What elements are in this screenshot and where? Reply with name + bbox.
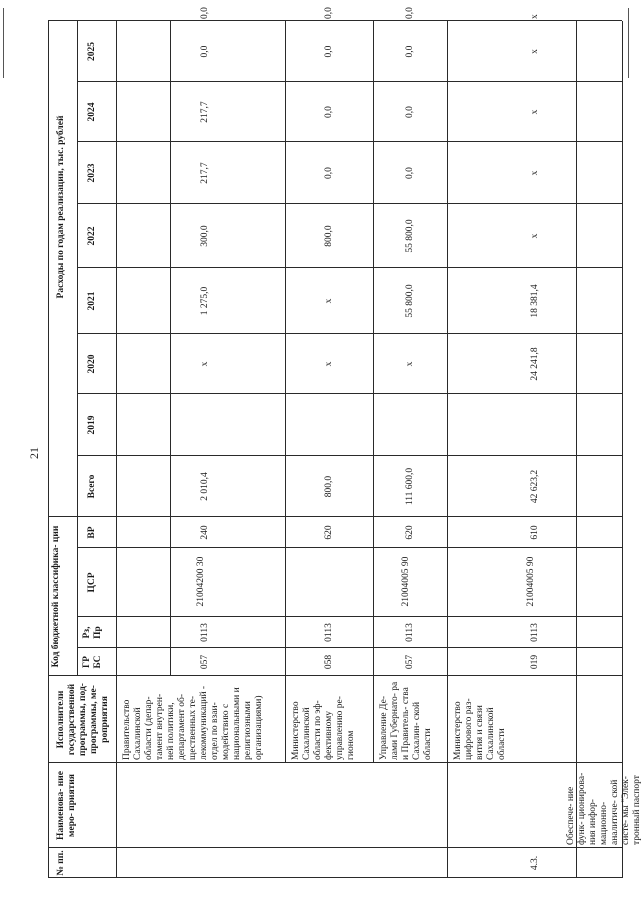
year-value: 0,0 (405, 106, 415, 118)
column-rule (77, 647, 622, 648)
year-value: х (324, 298, 334, 304)
column-rule (77, 267, 622, 268)
table-border-top (48, 21, 49, 878)
page-top-line (628, 8, 629, 78)
column-rule (48, 675, 622, 676)
executor-name: Управление Де- лами Губернато- ра и Правитель- ства Сахалин- ской области (379, 681, 433, 760)
column-rule (77, 393, 622, 394)
rzpr-code: 0113 (530, 623, 540, 642)
column-rule (48, 762, 622, 763)
year-value: 0,0 (324, 167, 334, 179)
year-value: 217,7 (200, 162, 210, 184)
grbs-code: 057 (405, 654, 415, 670)
rzpr-code: 0113 (324, 623, 334, 642)
row-number: 4.3. (530, 855, 540, 871)
year-value: х (530, 109, 540, 115)
year-value: х (530, 233, 540, 239)
col-header-year: 2019 (87, 415, 97, 435)
col-header-year: 2022 (87, 226, 97, 246)
column-rule (77, 616, 622, 617)
year-value: 0,0 (405, 45, 415, 58)
row-rule (170, 21, 171, 676)
column-rule (48, 516, 622, 517)
year-value: 300,0 (200, 225, 210, 247)
row-rule (285, 21, 286, 763)
expenses-header-rule (77, 21, 78, 517)
table-border-left (48, 877, 622, 878)
row-rule (373, 21, 374, 763)
column-rule (77, 455, 622, 456)
year-value: х (530, 170, 540, 176)
executor-name: Министерство цифрового раз- вития и связи Сахалинской области (453, 698, 507, 760)
vr-code: 240 (200, 525, 210, 540)
year-value: 800,0 (324, 225, 334, 247)
col-header-csr: ЦСР (87, 572, 97, 593)
column-rule (77, 333, 622, 334)
vr-code: 620 (324, 525, 334, 540)
page-number: 21 (27, 447, 41, 459)
year-value: 217,7 (200, 101, 210, 123)
total-value: 42 623,2 (530, 469, 540, 504)
year-value: 0,0 (324, 106, 334, 118)
executor-name: Правительство Сахалинской области (депар- тамент внутрен- ней политики, департамент об- щественных те- лекоммуникаций - отдел по взаи- модействию с национальными и религиозными организациями) (122, 685, 264, 760)
grbs-code: 058 (324, 654, 334, 670)
grbs-code: 057 (200, 654, 210, 670)
row-rule (576, 21, 577, 878)
year-value: 55 800,0 (405, 219, 415, 253)
executor-name: Министерство Сахалинской области по эф- фективному управлению ре- гионом (291, 696, 356, 760)
year-value: 55 800,0 (405, 284, 415, 318)
year-value: х (530, 14, 540, 19)
vr-code: 620 (405, 525, 415, 540)
col-header-executor: Исполнители государственной программы, под- программы, ме- роприятия (56, 683, 110, 756)
col-header-expenses: Расходы по годам реализации, тыс. рублей (56, 115, 66, 299)
table-border-right (48, 20, 622, 21)
column-rule (77, 81, 622, 82)
year-value: 0,0 (324, 7, 334, 19)
col-header-kbk: Код бюджетной классифика- ции (51, 525, 61, 668)
column-rule (48, 847, 622, 848)
col-header-year: 2023 (87, 163, 97, 183)
total-value: 800,0 (324, 475, 334, 498)
year-value: 0,0 (405, 7, 415, 19)
year-value: 0,0 (405, 167, 415, 179)
col-header-grbs: ГР БС (82, 655, 103, 669)
col-header-year: 2020 (87, 354, 97, 374)
col-header-year: 2025 (87, 42, 97, 61)
activity-name: Обеспече- ние функ- ционирова- ния инфор- мационно- аналитиче- ской систе- мы "Элек- тронный паспорт (566, 772, 642, 845)
col-header-total: Всего (87, 474, 97, 499)
year-value: 0,0 (200, 7, 210, 19)
grbs-code: 019 (530, 654, 540, 670)
year-value: х (200, 361, 210, 367)
col-header-year: 2024 (87, 102, 97, 122)
vr-code: 610 (530, 525, 540, 540)
rzpr-code: 0113 (200, 623, 210, 642)
col-header-rzpr: Рз, Пр (82, 626, 103, 639)
col-header-vr: ВР (87, 526, 97, 539)
year-value: 0,0 (200, 45, 210, 58)
column-rule (77, 203, 622, 204)
col-header-num: № пп. (56, 850, 66, 876)
total-value: 111 600,0 (405, 467, 415, 506)
year-value: 0,0 (324, 45, 334, 58)
csr-code: 21004200 30 (196, 556, 206, 607)
year-value: 24 241,8 (530, 347, 540, 381)
year-value: 1 275,0 (200, 286, 210, 316)
page-top-line (3, 8, 4, 78)
kbk-header-rule (77, 517, 78, 676)
row-rule (447, 21, 448, 878)
year-value: х (405, 361, 415, 367)
year-value: 18 381,4 (530, 284, 540, 318)
header-bottom-rule (116, 21, 117, 878)
col-header-name: Наименова- ние меро- приятия (56, 771, 77, 840)
total-value: 2 010,4 (200, 472, 210, 501)
column-rule (77, 547, 622, 548)
table-border-bottom (622, 21, 623, 878)
column-rule (77, 141, 622, 142)
col-header-year: 2021 (87, 291, 97, 311)
csr-code: 21004005 90 (526, 556, 536, 607)
year-value: х (530, 49, 540, 54)
csr-code: 21004005 90 (401, 556, 411, 607)
rzpr-code: 0113 (405, 623, 415, 642)
year-value: х (324, 361, 334, 367)
